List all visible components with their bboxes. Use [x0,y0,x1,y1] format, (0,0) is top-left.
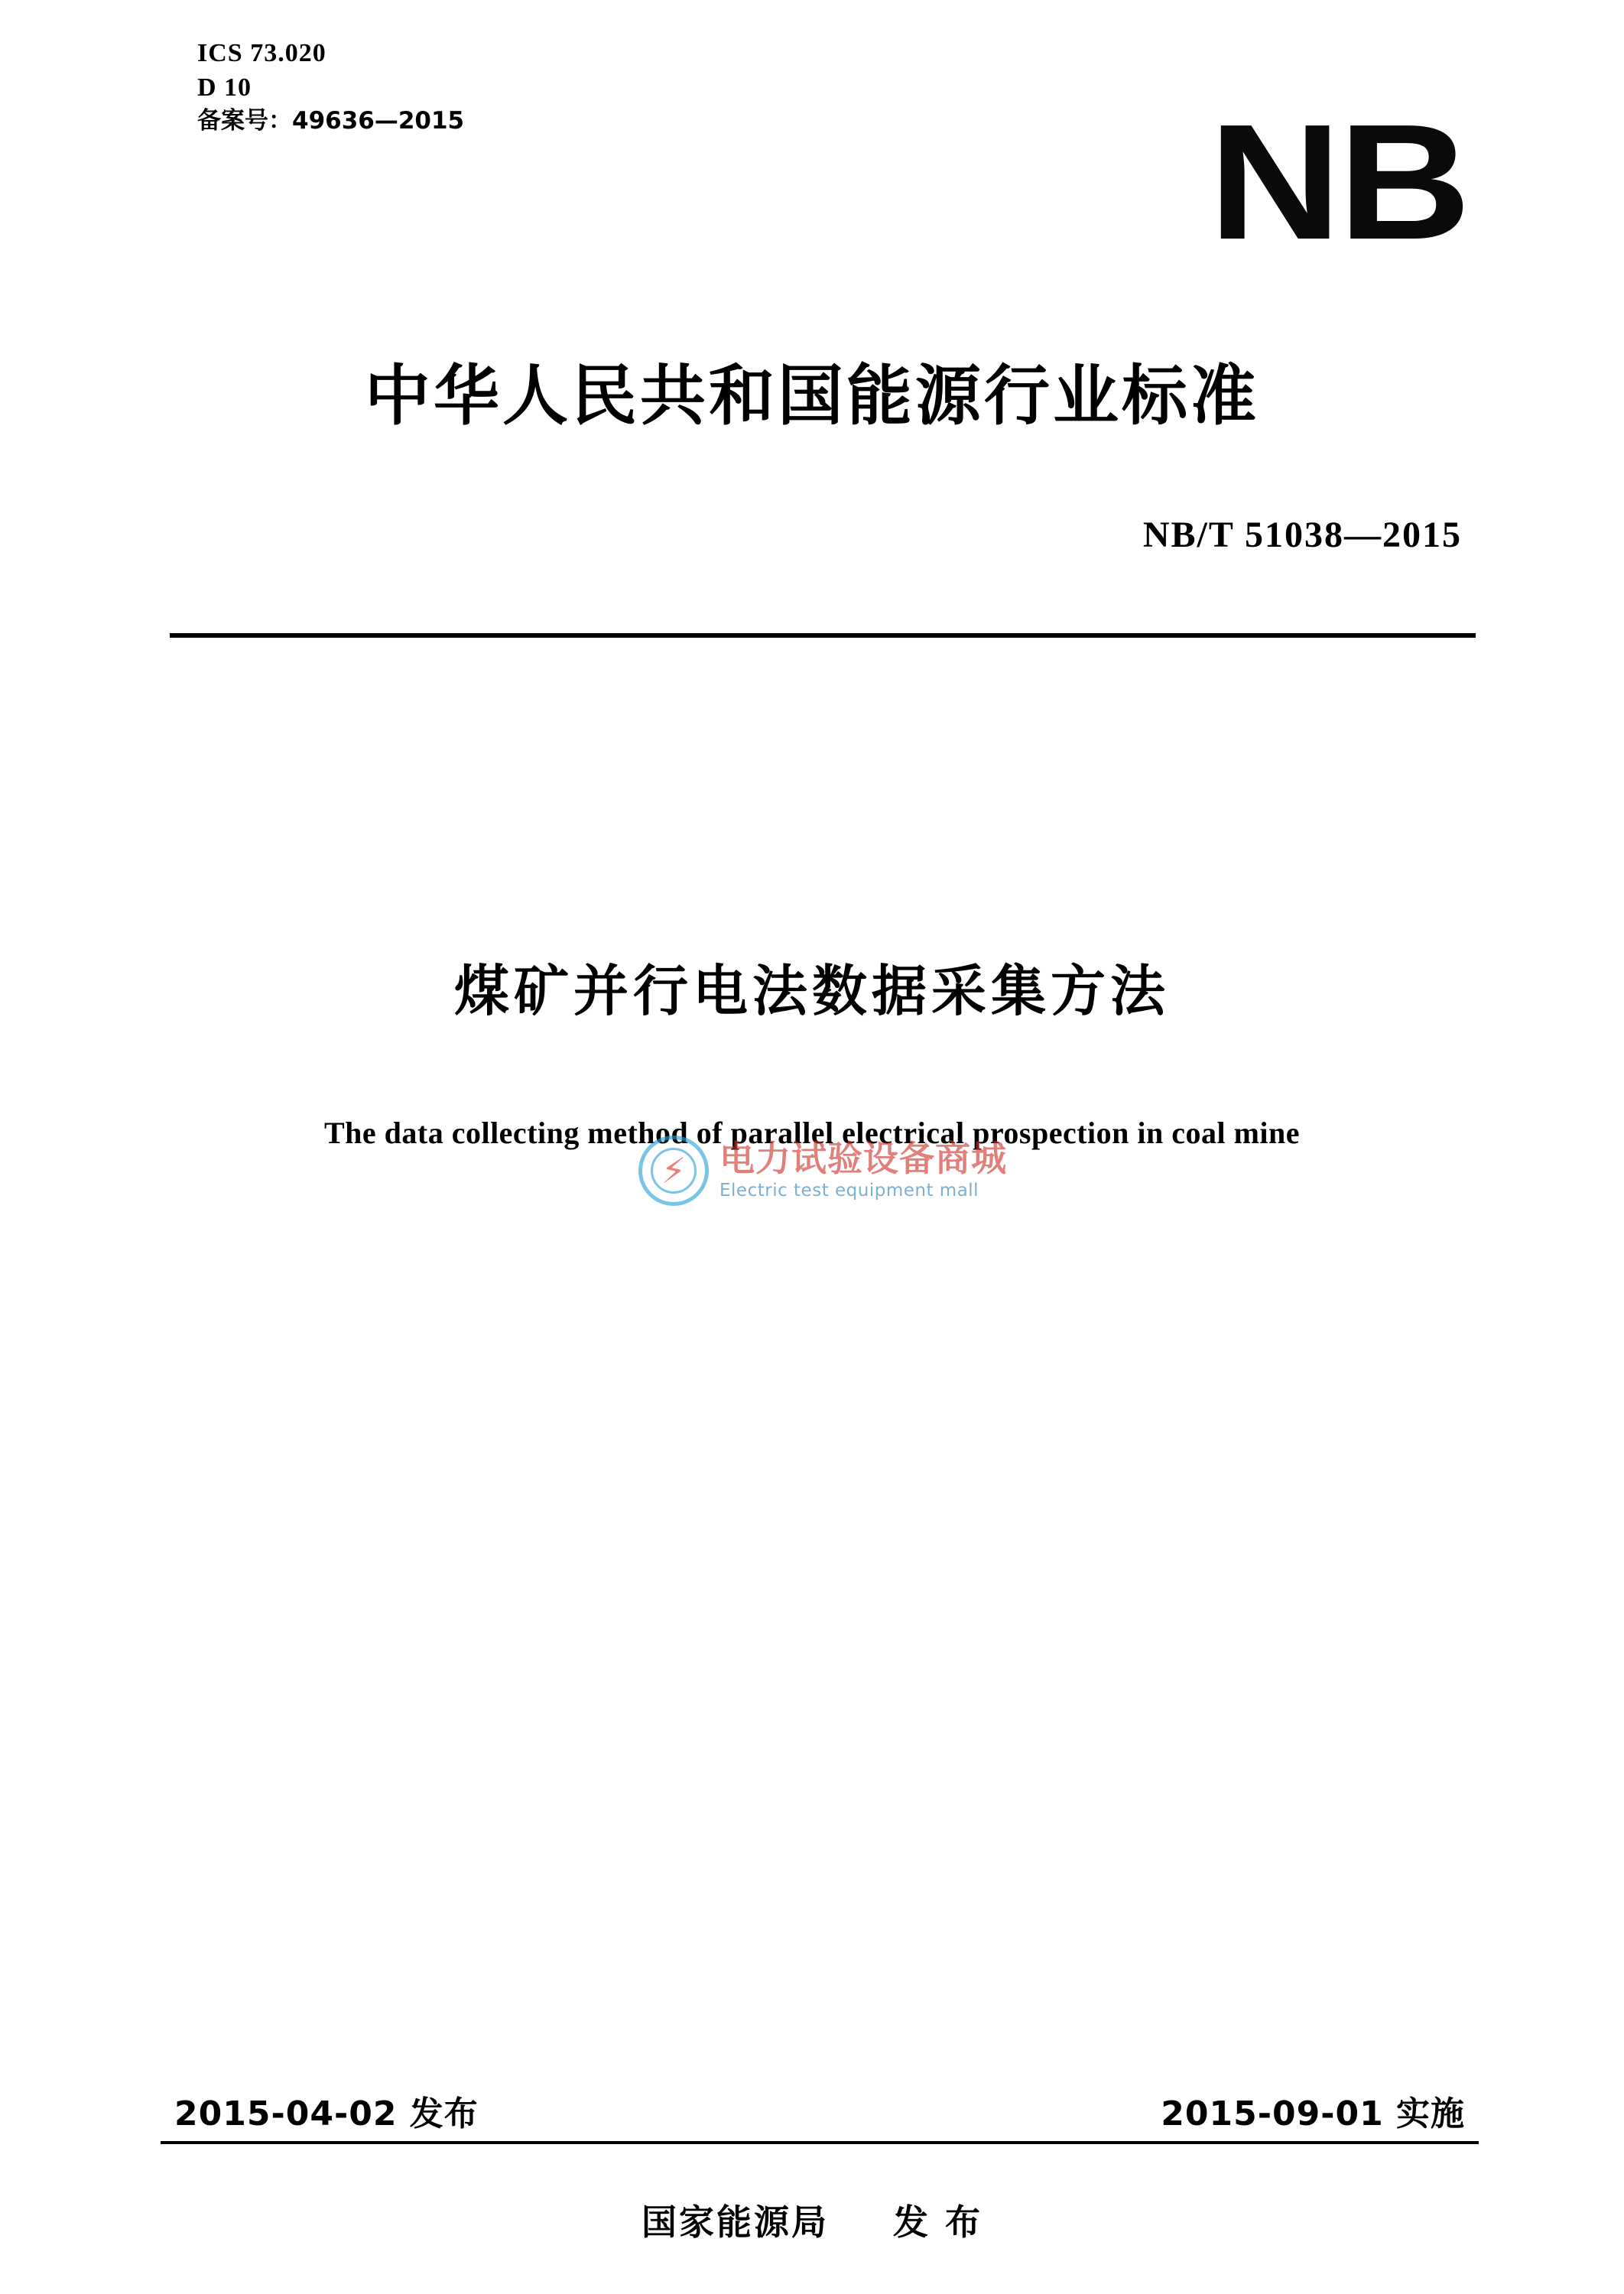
watermark-label-cn: 电力试验设备商城 [719,1137,1007,1179]
issue-date: 2015-04-02 发布 [174,2094,479,2133]
issuing-body-heading: 中华人民共和国能源行业标准 [365,358,1259,434]
standard-number: NB/T 51038—2015 [1142,515,1462,555]
publisher-action: 发 布 [893,2201,983,2243]
header-divider [170,633,1476,638]
ics-code: ICS 73.020 [197,39,326,67]
publisher-line [0,2195,1624,2245]
standard-codes-block [197,37,464,137]
classification-code: D 10 [197,73,252,102]
footer-divider [161,2141,1479,2144]
effective-date: 2015-09-01 实施 [1161,2094,1465,2133]
document-title-english: The data collecting method of parallel electrical prospection in coal mine [323,1116,1301,1150]
watermark-label-en: Electric test equipment mall [719,1181,979,1201]
lightning-bolt-icon: ⚡ [638,1136,709,1206]
record-number: 备案号：49636—2015 [197,106,465,135]
document-title-chinese: 煤矿并行电法数据采集方法 [453,959,1170,1023]
nb-logo: NB [1209,89,1468,274]
publisher-name: 国家能源局 [641,2201,829,2243]
